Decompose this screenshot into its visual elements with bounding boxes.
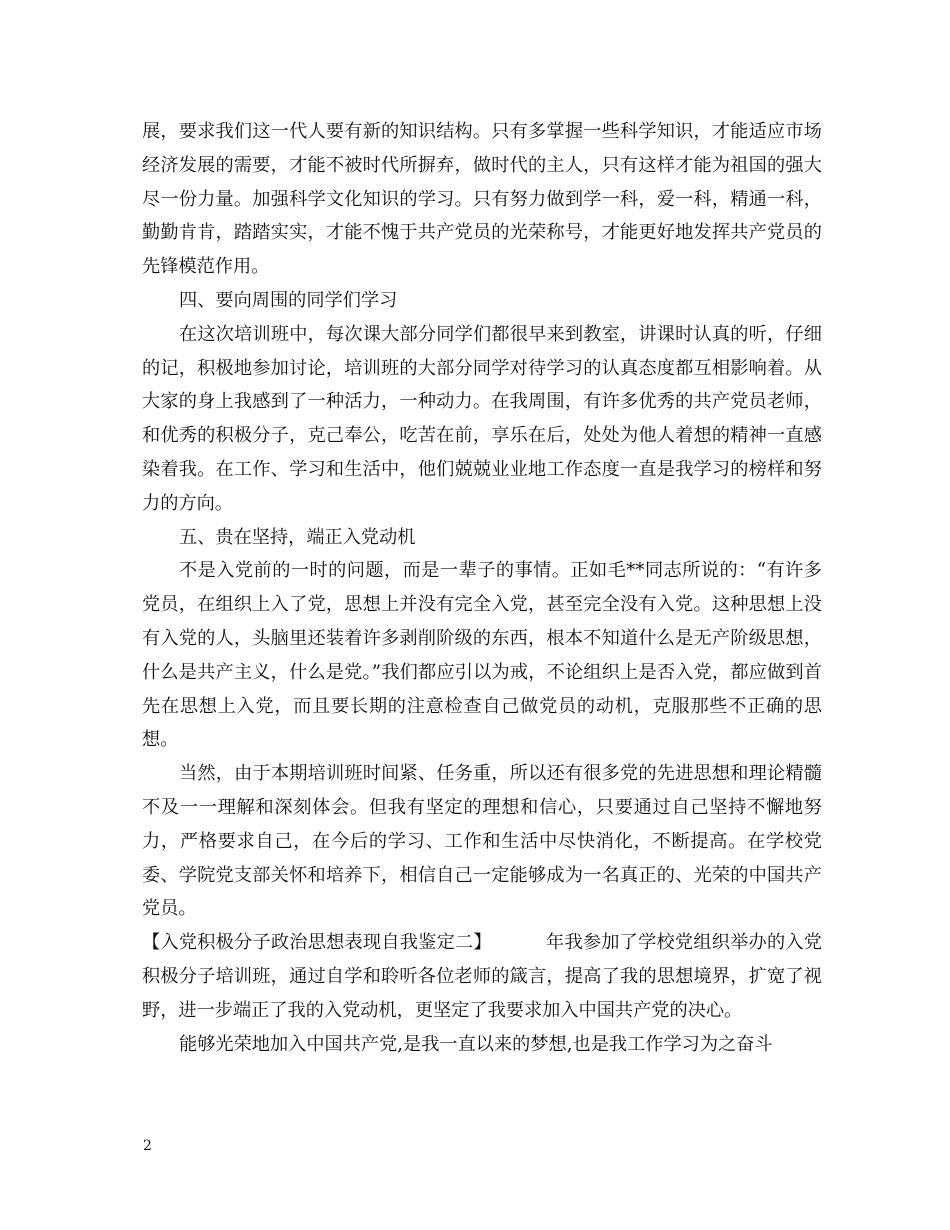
page-number: 2 — [143, 1138, 152, 1154]
section-heading: 【入党积极分子政治思想表现自我鉴定二】 — [142, 932, 492, 954]
paragraph-knowledge-structure: 展，要求我们这一代人要有新的知识结构。只有多掌握一些科学知识，才能适应市场经济发展的需要，才能不被时代所摒弃，做时代的主人，只有这样才能为祖国的强大尽一份力量。加强科学文化知识的学习。只有努力做到学一科，爱一科，精通一科，勤勤肯肯，踏踏实实，才能不愧于共产党员的光荣称号，才能更好地发挥共产党员的先锋模范作用。 — [142, 121, 822, 278]
heading-learn-from-classmates: 四、要向周围的同学们学习 — [179, 289, 398, 311]
paragraph-motivation: 不是入党前的一时的问题，而是一辈子的事情。正如毛**同志所说的：“有许多党员，在组织上入了党，思想上并没有完全入党，甚至完全没有入党。这种思想上没有入党的人，头脑里还装着许多剥削阶级的东西，根本不知道什么是无产阶级思想，什么是共产主义，什么是党。”我们都应引以为戒，不论组织上是否入党，都应做到首先在思想上入党，而且要长期的注意检查自己做党员的动机，克服那些不正确的思想。 — [142, 560, 822, 751]
paragraph-dream: 能够光荣地加入中国共产党,是我一直以来的梦想,也是我工作学习为之奋斗 — [179, 1033, 773, 1055]
paragraph-conclusion: 当然，由于本期培训班时间紧、任务重，所以还有很多党的先进思想和理论精髓不及一一理解和深刻体会。但我有坚定的理想和信心，只要通过自己坚持不懈地努力，严格要求自己，在今后的学习、工作和生活中尽快消化，不断提高。在学校党委、学院党支部关怀和培养下，相信自己一定能够成为一名真正的、光荣的中国共产党员。 — [142, 763, 822, 920]
paragraph-classmates: 在这次培训班中，每次课大部分同学们都很早来到教室，讲课时认真的听，仔细的记，积极地参加讨论，培训班的大部分同学对待学习的认真态度都互相影响着。从大家的身上我感到了一种活力，一种动力。在我周围，有许多优秀的共产党员老师，和优秀的积极分子，克己奉公，吃苦在前，享乐在后，处处为他人着想的精神一直感染着我。在工作、学习和生活中，他们兢兢业业地工作态度一直是我学习的榜样和努力的方向。 — [142, 323, 822, 514]
heading-persistence: 五、贵在坚持，端正入党动机 — [179, 526, 416, 548]
document-body — [142, 115, 822, 1061]
section-two-paragraph — [142, 926, 822, 1027]
section-text: 年我参加了学校党组织举办的入党积极分子培训班，通过自学和聆听各位老师的箴言，提高了我的思想境界，扩宽了视野，进一步端正了我的入党动机，更坚定了我要求加入中国共产党的决心。 — [142, 932, 822, 1021]
